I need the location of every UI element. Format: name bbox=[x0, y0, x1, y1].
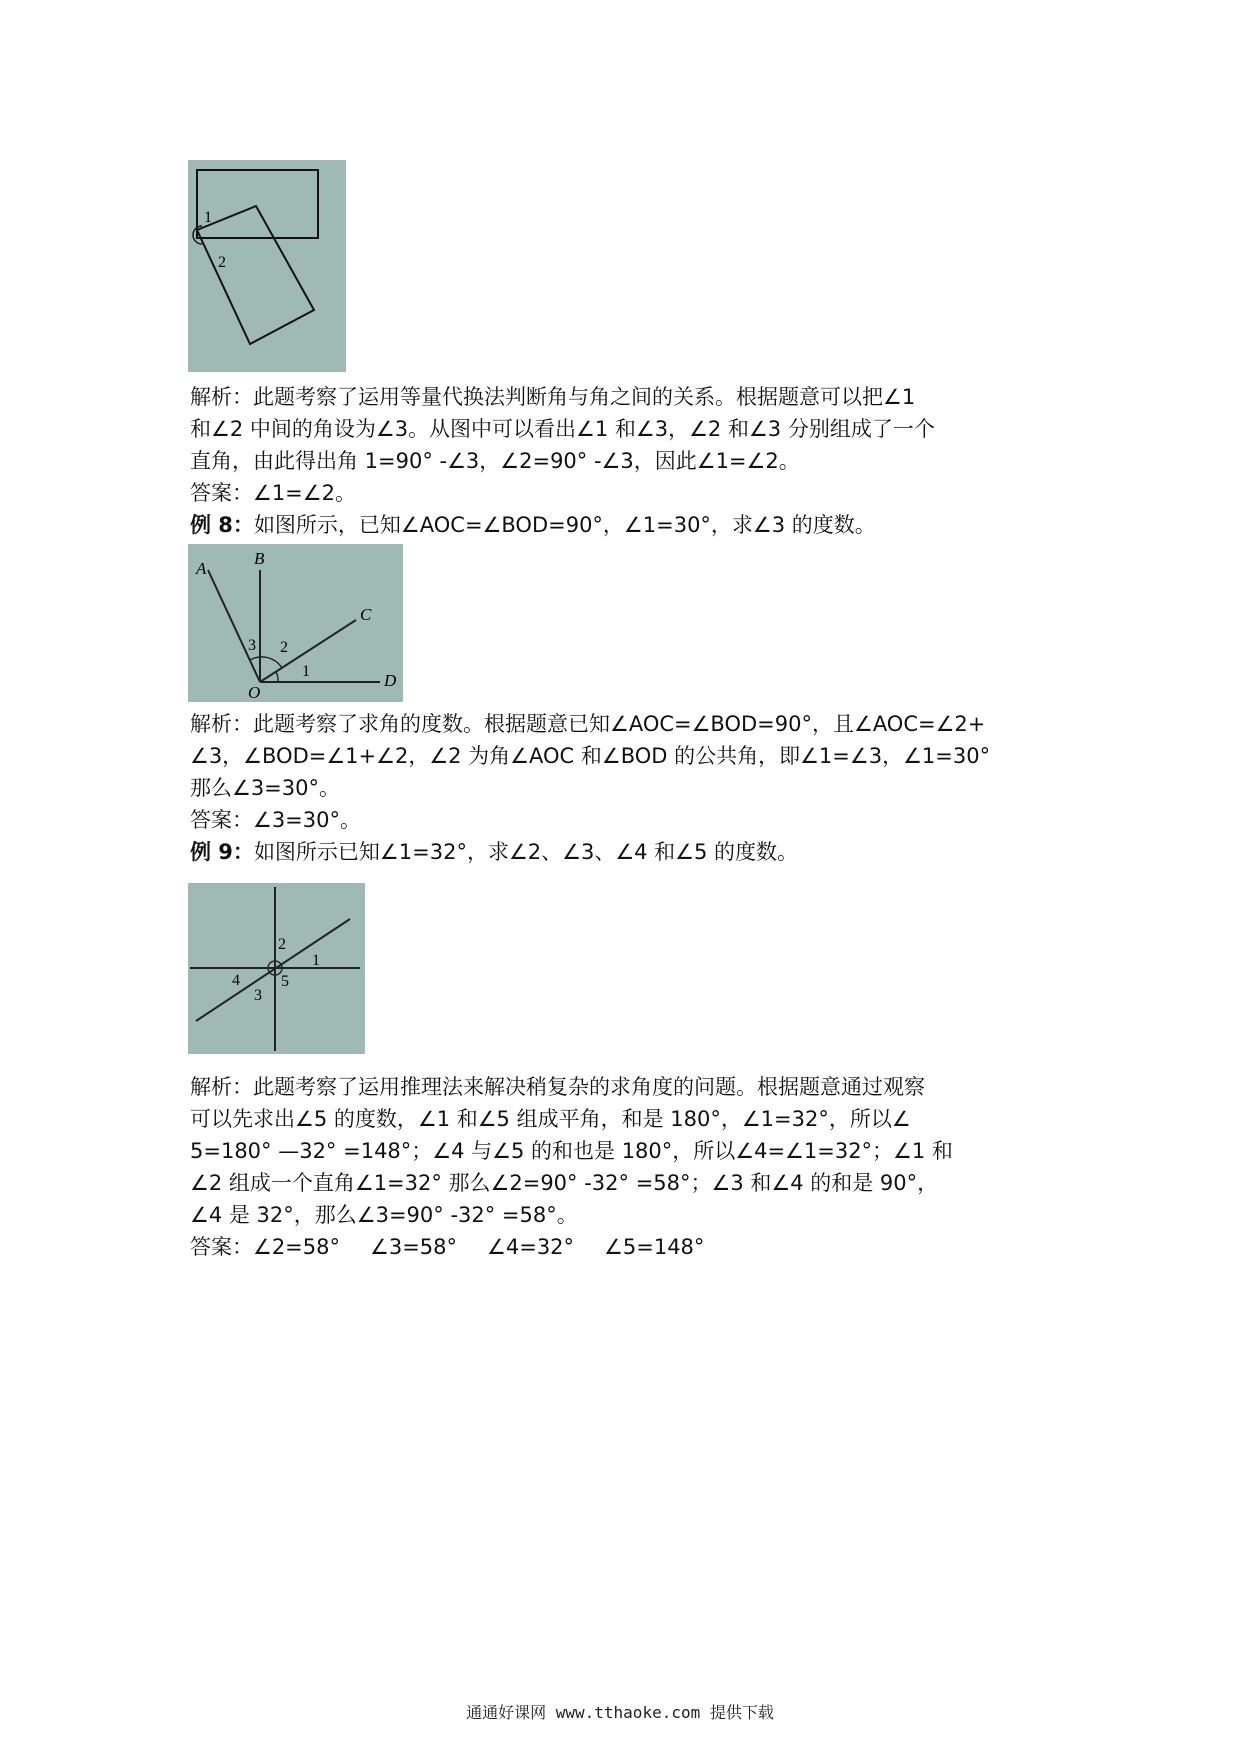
fig1-label-2: 2 bbox=[218, 254, 226, 271]
analysis-line: ∠4 是 32°，那么∠3=90° -32° =58°。 bbox=[190, 1203, 578, 1227]
fig3-label-1: 1 bbox=[312, 952, 320, 969]
oblique-line bbox=[196, 919, 350, 1021]
analysis-line: 解析：此题考察了运用推理法来解决稍复杂的求角度的问题。根据题意通过观察 bbox=[190, 1075, 925, 1099]
answer-label: 答案： bbox=[190, 1235, 253, 1259]
label-d: D bbox=[384, 671, 397, 690]
rectangle-top-shape bbox=[197, 170, 318, 238]
answer-value: ∠5=148° bbox=[604, 1235, 705, 1259]
answer-value: ∠3=58° bbox=[370, 1235, 458, 1259]
answer-line: 答案：∠3=30°。 bbox=[190, 808, 362, 832]
label-b: B bbox=[254, 549, 265, 568]
analysis-line: 可以先求出∠5 的度数，∠1 和∠5 组成平角，和是 180°，∠1=32°，所以∠ bbox=[190, 1107, 911, 1131]
answer-line bbox=[190, 1231, 1070, 1263]
analysis-line: 解析：此题考察了运用等量代换法判断角与角之间的关系。根据题意可以把∠1 bbox=[190, 385, 916, 409]
label-o: O bbox=[248, 683, 261, 702]
angle-arc bbox=[250, 657, 282, 668]
analysis-line: 直角，由此得出角 1=90° -∠3，∠2=90° -∠3，因此∠1=∠2。 bbox=[190, 449, 800, 473]
fig3-label-2: 2 bbox=[278, 936, 286, 953]
example-8 bbox=[190, 509, 1070, 541]
analysis-block-1 bbox=[190, 381, 1070, 509]
answer-value: ∠2=58° bbox=[253, 1235, 341, 1259]
fig2-label-2: 2 bbox=[280, 639, 288, 656]
analysis-line: ∠2 组成一个直角∠1=32° 那么∠2=90° -32° =58°；∠3 和∠4 的和是 90°， bbox=[190, 1171, 939, 1195]
page-footer: 通通好课网 www.tthaoke.com 提供下载 bbox=[466, 1703, 774, 1722]
figure-angles-aocd bbox=[188, 544, 403, 702]
analysis-line: 那么∠3=30°。 bbox=[190, 776, 341, 800]
fig3-label-5: 5 bbox=[281, 973, 289, 990]
fig1-label-1: 1 bbox=[204, 209, 212, 226]
angle-arc bbox=[276, 672, 278, 682]
example-9-question: 如图所示已知∠1=32°，求∠2、∠3、∠4 和∠5 的度数。 bbox=[253, 840, 799, 864]
figure-rectangles bbox=[188, 160, 346, 372]
rectangle-tilted-shape bbox=[197, 206, 314, 344]
ray-oa bbox=[208, 570, 260, 682]
example-9-label: 例 9： bbox=[190, 840, 254, 864]
example-9 bbox=[190, 836, 1070, 868]
analysis-line: 5=180° —32° =148°；∠4 与∠5 的和也是 180°，所以∠4=∠1=32°；∠1 和 bbox=[190, 1139, 953, 1163]
fig3-label-3: 3 bbox=[254, 987, 262, 1004]
analysis-line: ∠3，∠BOD=∠1+∠2，∠2 为角∠AOC 和∠BOD 的公共角，即∠1=∠3，∠1=30° bbox=[190, 744, 991, 768]
answer-line: 答案：∠1=∠2。 bbox=[190, 481, 356, 505]
answer-value: ∠4=32° bbox=[487, 1235, 575, 1259]
analysis-line: 解析：此题考察了求角的度数。根据题意已知∠AOC=∠BOD=90°，且∠AOC=∠2+ bbox=[190, 712, 986, 736]
fig2-label-1: 1 bbox=[302, 663, 310, 680]
analysis-block-3 bbox=[190, 1071, 1070, 1263]
label-c: C bbox=[360, 605, 372, 624]
example-8-label: 例 8： bbox=[190, 513, 254, 537]
example-8-question: 如图所示，已知∠AOC=∠BOD=90°，∠1=30°，求∠3 的度数。 bbox=[253, 513, 876, 537]
analysis-line: 和∠2 中间的角设为∠3。从图中可以看出∠1 和∠3，∠2 和∠3 分别组成了一个 bbox=[190, 417, 935, 441]
fig3-label-4: 4 bbox=[232, 972, 240, 989]
label-a: A bbox=[196, 559, 207, 578]
analysis-block-2 bbox=[190, 708, 1070, 836]
figure-intersecting-lines bbox=[188, 883, 365, 1054]
fig2-label-3: 3 bbox=[248, 637, 256, 654]
